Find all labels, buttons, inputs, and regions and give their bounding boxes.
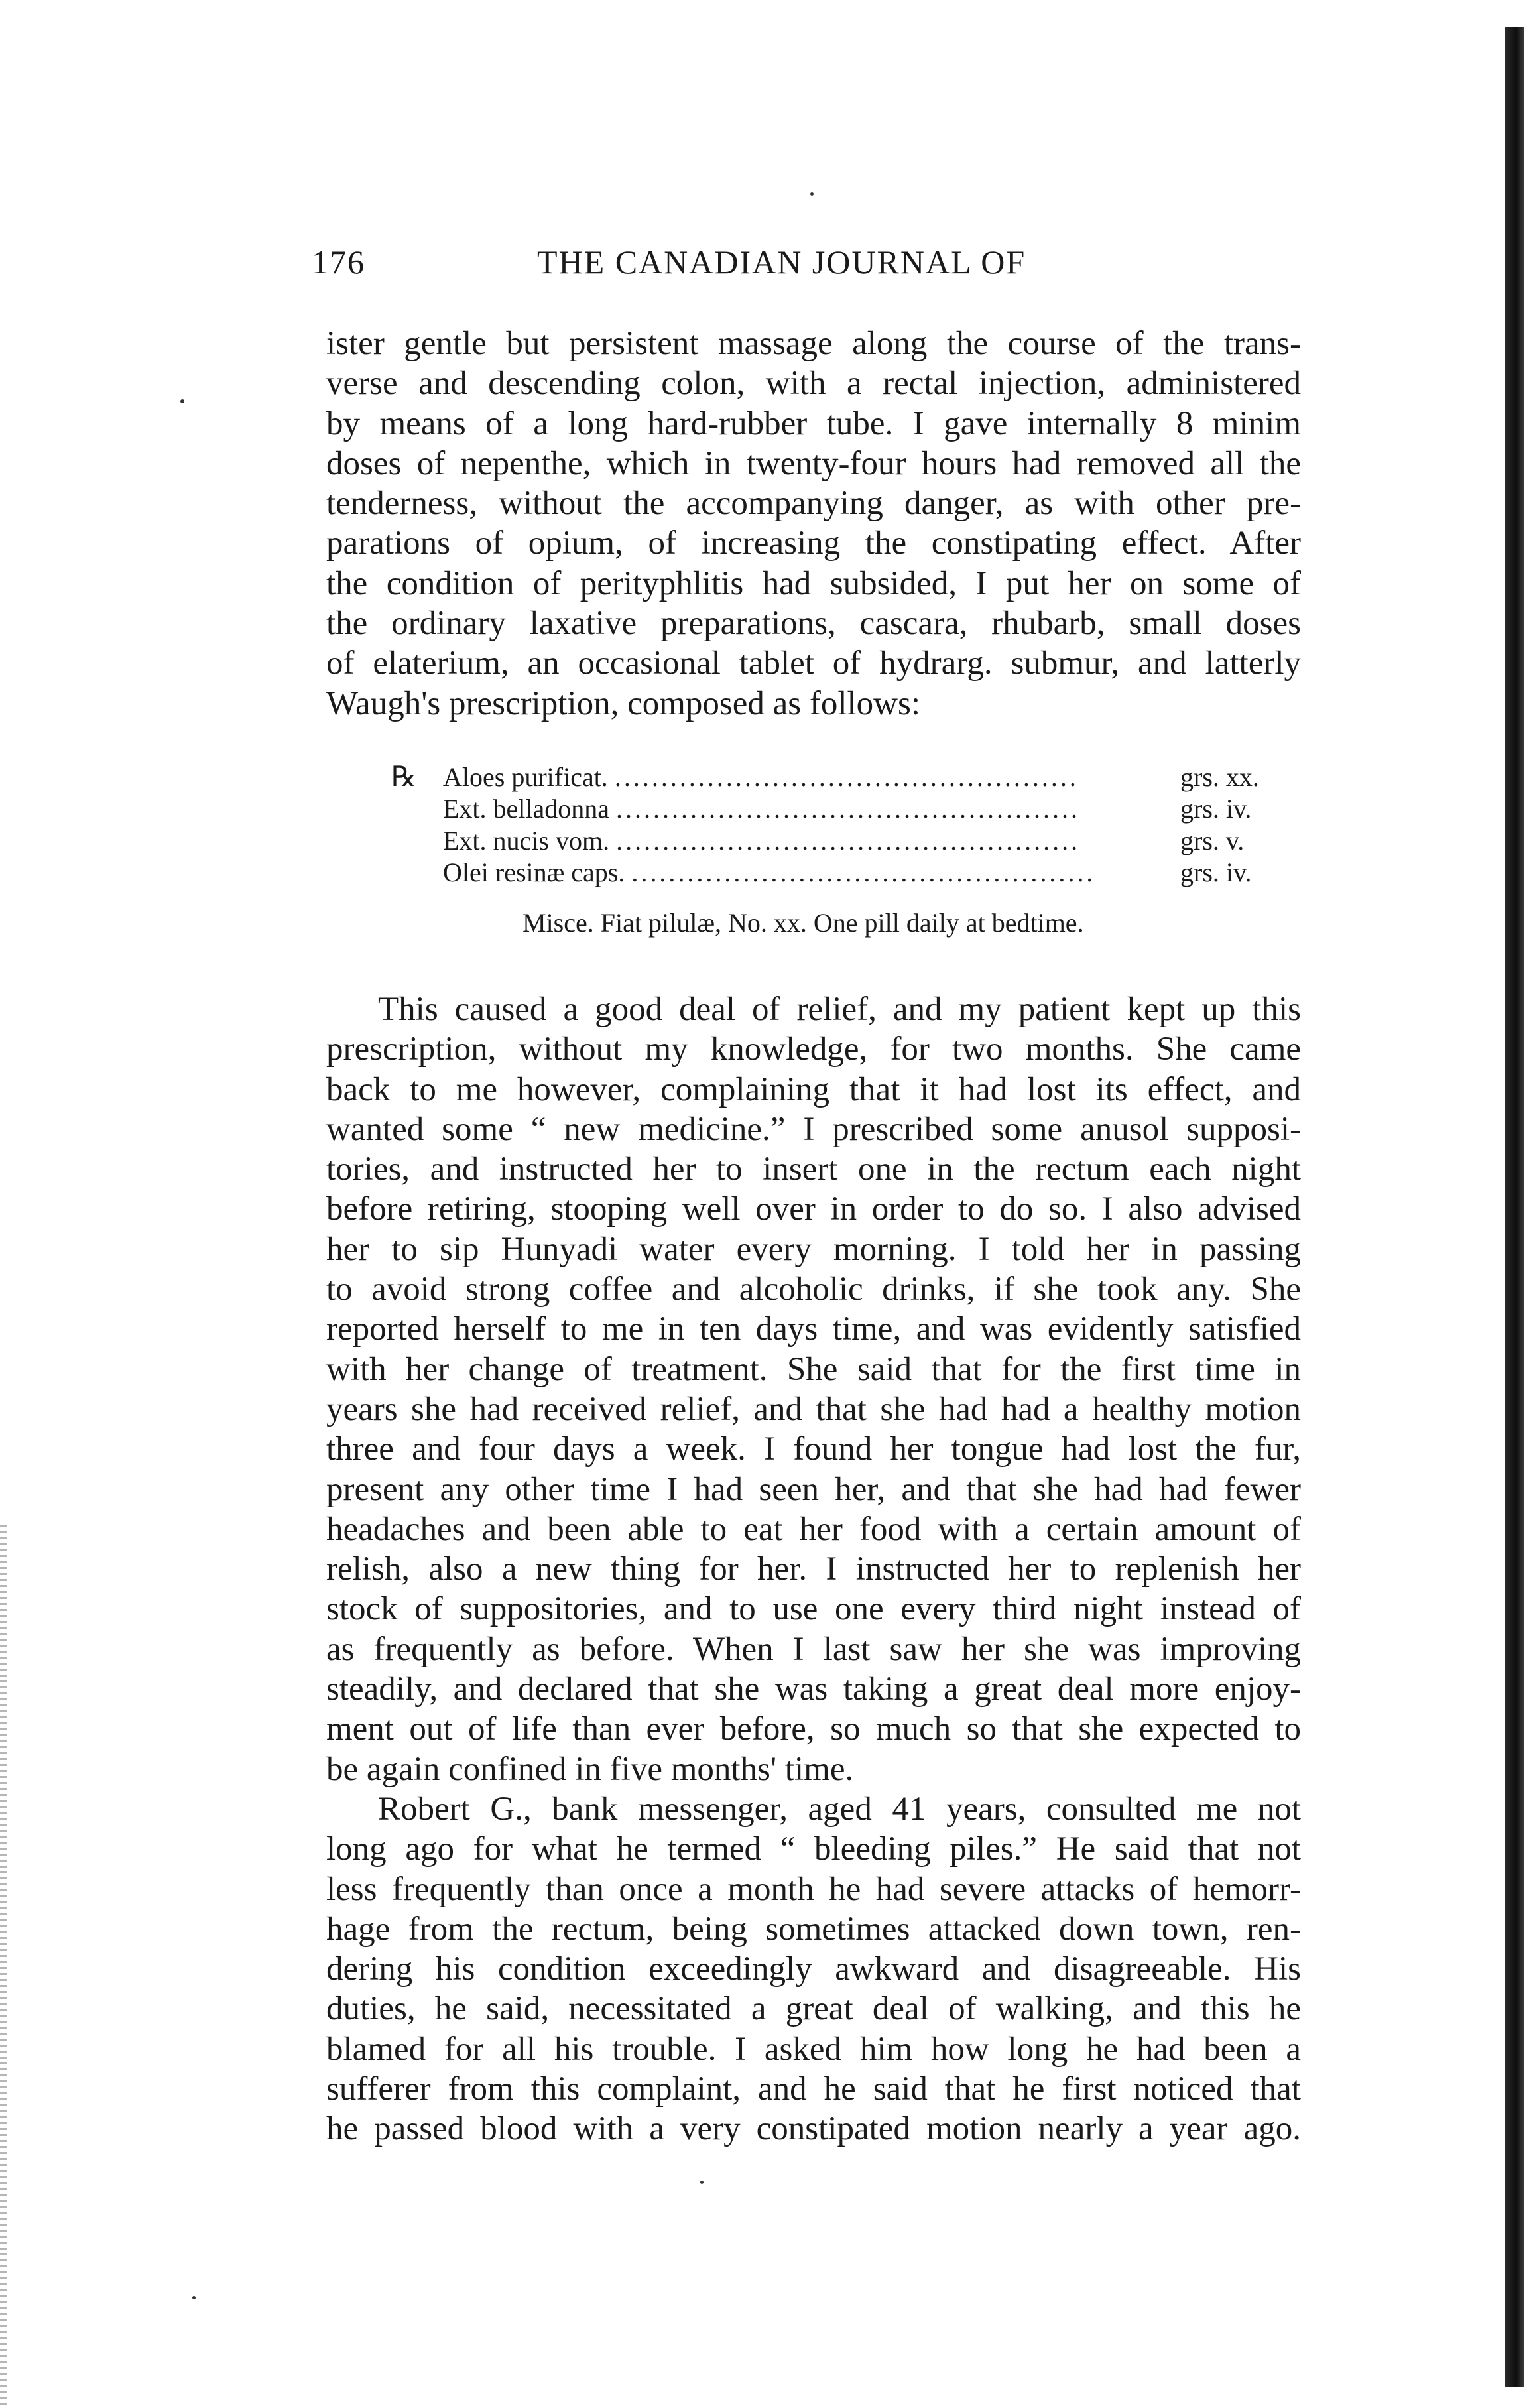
- text-line: duties, he said, necessitated a great deal of walking, and this he: [326, 1990, 1301, 2028]
- text-line: ister gentle but persistent massage along the course of the trans-: [326, 325, 1301, 362]
- prescription-dose: grs. xx.: [1180, 762, 1259, 792]
- prescription-row: [391, 825, 1293, 857]
- prescription-directions: Misce. Fiat pilulæ, No. xx. One pill daily at bedtime.: [522, 908, 1084, 938]
- text-line: wanted some “ new medicine.” I prescribed some anusol supposi-: [326, 1110, 1301, 1148]
- text-line: the condition of perityphlitis had subsided, I put her on some of: [326, 564, 1301, 602]
- text-line: This caused a good deal of relief, and my patient kept up this: [378, 991, 1301, 1028]
- leader-dots: ..................................................: [616, 826, 1081, 855]
- running-head: [312, 243, 1240, 283]
- text-line: sufferer from this complaint, and he said that he first noticed that: [326, 2070, 1301, 2108]
- text-line: before retiring, stooping well over in order to do so. I also advised: [326, 1190, 1301, 1228]
- paragraph-2: [326, 989, 1301, 1789]
- text-line: relish, also a new thing for her. I instructed her to replenish her: [326, 1551, 1301, 1588]
- ink-speck: [700, 2181, 704, 2184]
- text-line: to avoid strong coffee and alcoholic drinks, if she took any. She: [326, 1271, 1301, 1308]
- text-line: less frequently than once a month he had severe attacks of hemorr-: [326, 1870, 1301, 1908]
- text-line: ment out of life than ever before, so much so that she expected to: [326, 1710, 1301, 1748]
- text-line: by means of a long hard-rubber tube. I gave internally 8 minim: [326, 405, 1301, 442]
- text-line: verse and descending colon, with a rectal injection, administered: [326, 365, 1301, 403]
- text-line: of elaterium, an occasional tablet of hydrarg. submur, and latterly: [326, 645, 1301, 682]
- recipe-symbol: ℞: [391, 762, 416, 792]
- prescription-dose: grs. iv.: [1180, 794, 1252, 824]
- text-line: Robert G., bank messenger, aged 41 years, consulted me not: [378, 1790, 1301, 1828]
- main-text: [326, 989, 1301, 2149]
- text-line: long ago for what he termed “ bleeding piles.” He said that not: [326, 1830, 1301, 1868]
- text-line: he passed blood with a very constipated motion nearly a year ago.: [326, 2110, 1301, 2148]
- text-line: blamed for all his trouble. I asked him how long he had been a: [326, 2030, 1301, 2068]
- prescription-dose: grs. v.: [1180, 826, 1245, 855]
- text-line: Waugh's prescription, composed as follows:: [326, 684, 921, 722]
- text-line: tories, and instructed her to insert one in the rectum each night: [326, 1151, 1301, 1188]
- text-line: the ordinary laxative preparations, cascara, rhubarb, small doses: [326, 605, 1301, 643]
- ink-speck: [810, 192, 814, 196]
- paragraph-3: [326, 1789, 1301, 2149]
- text-line: tenderness, without the accompanying danger, as with other pre-: [326, 485, 1301, 523]
- text-line: stock of suppositories, and to use one every third night instead of: [326, 1590, 1301, 1628]
- text-line: doses of nepenthe, which in twenty-four hours had removed all the: [326, 444, 1301, 482]
- text-line: years she had received relief, and that she had had a healthy motion: [326, 1390, 1301, 1428]
- prescription-ingredient: Aloes purificat.: [443, 762, 608, 792]
- prescription-row: [391, 793, 1293, 825]
- text-line: be again confined in five months' time.: [326, 1750, 854, 1788]
- ink-speck: [192, 2296, 196, 2299]
- leader-dots: ..................................................: [616, 794, 1081, 824]
- scan-binding-shadow: [1505, 27, 1524, 2387]
- leader-dots: ..................................................: [614, 762, 1079, 792]
- prescription-row: [391, 857, 1293, 889]
- text-line: headaches and been able to eat her food with a certain amount of: [326, 1510, 1301, 1548]
- text-line: steadily, and declared that she was taking a great deal more enjoy-: [326, 1671, 1301, 1708]
- prescription-ingredient: Olei resinæ caps.: [443, 857, 625, 887]
- text-line: hage from the rectum, being sometimes attacked down town, ren-: [326, 1910, 1301, 1948]
- text-line: back to me however, complaining that it had lost its effect, and: [326, 1070, 1301, 1108]
- text-line: as frequently as before. When I last saw her she was improving: [326, 1630, 1301, 1668]
- leader-dots: ..................................................: [631, 857, 1096, 887]
- text-line: three and four days a week. I found her tongue had lost the fur,: [326, 1430, 1301, 1468]
- page-number: 176: [312, 243, 365, 281]
- text-line: her to sip Hunyadi water every morning. I told her in passing: [326, 1230, 1301, 1268]
- paragraph-1: [326, 324, 1301, 724]
- text-line: reported herself to me in ten days time, and was evidently satisfied: [326, 1310, 1301, 1348]
- ink-speck: [180, 399, 184, 403]
- text-line: parations of opium, of increasing the constipating effect. After: [326, 525, 1301, 562]
- text-line: with her change of treatment. She said that for the first time in: [326, 1350, 1301, 1388]
- prescription-dose: grs. iv.: [1180, 857, 1252, 887]
- text-line: dering his condition exceedingly awkward and disagreeable. His: [326, 1950, 1301, 1988]
- prescription-row: [391, 761, 1293, 793]
- text-line: prescription, without my knowledge, for two months. She came: [326, 1031, 1301, 1068]
- scan-edge-artifact: [0, 1525, 7, 2408]
- journal-title: THE CANADIAN JOURNAL OF: [537, 243, 1026, 281]
- prescription-block: [391, 761, 1293, 939]
- prescription-ingredient: Ext. belladonna: [443, 794, 610, 824]
- text-line: present any other time I had seen her, and that she had had fewer: [326, 1470, 1301, 1508]
- prescription-ingredient: Ext. nucis vom.: [443, 826, 610, 855]
